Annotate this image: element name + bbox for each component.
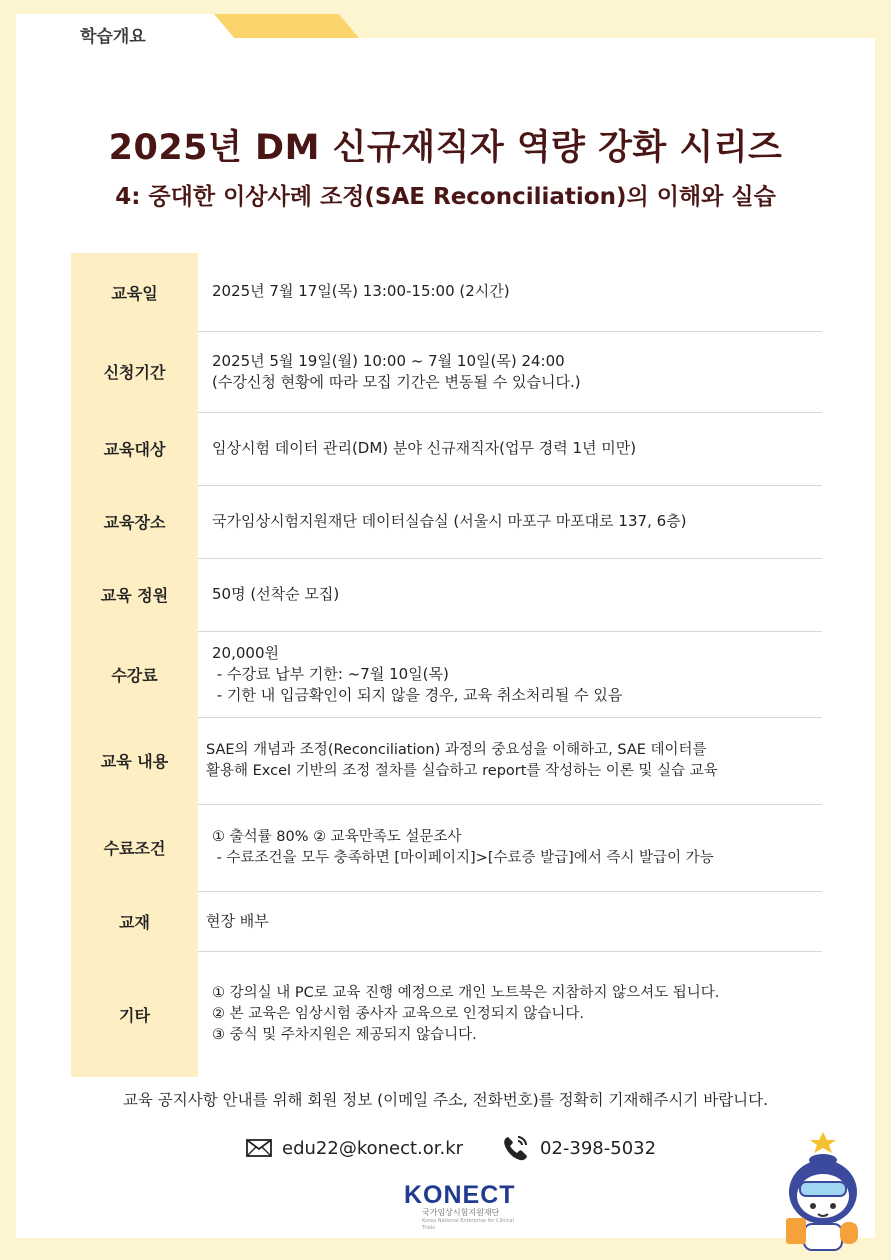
value-line: 활용해 Excel 기반의 조정 절차를 실습하고 report를 작성하는 이론 및 실습 교육 xyxy=(206,762,718,779)
row-label: 교육장소 xyxy=(71,485,198,558)
logo-english: Korea National Enterprise for Clinical Trials xyxy=(422,1218,514,1231)
value-line: 현장 배부 xyxy=(206,911,269,930)
row-value xyxy=(198,631,822,717)
value-line: ① 강의실 내 PC로 교육 진행 예정으로 개인 노트북은 지참하지 않으셔도 됩니다. xyxy=(212,984,720,1001)
value-line: - 기한 내 입금확인이 되지 않을 경우, 교육 취소처리될 수 있음 xyxy=(212,685,623,704)
page-title: 2025년 DM 신규재직자 역량 강화 시리즈 xyxy=(108,128,783,168)
row-value xyxy=(198,804,822,891)
value-line: 50명 (선착순 모집) xyxy=(212,585,340,603)
email-text: edu22@konect.or.kr xyxy=(282,1137,464,1159)
row-fee xyxy=(71,631,822,717)
row-completion xyxy=(71,804,822,891)
row-value xyxy=(198,951,822,1077)
value-line: 국가임상시험지원재단 데이터실습실 (서울시 마포구 마포대로 137, 6층) xyxy=(212,512,687,530)
row-value xyxy=(198,253,822,331)
contact-email[interactable] xyxy=(246,1135,463,1161)
row-materials xyxy=(71,891,822,951)
row-value xyxy=(198,412,822,485)
phone-text: 02-398-5032 xyxy=(540,1137,657,1159)
row-label: 교육 내용 xyxy=(71,717,198,804)
phone-icon xyxy=(502,1135,530,1161)
value-line: 2025년 7월 17일(목) 13:00-15:00 (2시간) xyxy=(212,282,510,301)
value-line: ① 출석률 80% ② 교육만족도 설문조사 xyxy=(212,828,462,845)
row-label: 수료조건 xyxy=(71,804,198,891)
row-value xyxy=(198,717,822,804)
row-label: 기타 xyxy=(71,951,198,1077)
logo-korean: 국가임상시험지원재단 xyxy=(422,1208,500,1217)
konect-logo xyxy=(404,1181,524,1231)
row-value xyxy=(198,891,822,951)
row-target xyxy=(71,412,822,485)
notice-text: 교육 공지사항 안내를 위해 회원 정보 (이메일 주소, 전화번호)를 정확히 기재해주시기 바랍니다. xyxy=(122,1091,769,1109)
logo-name: KONECT xyxy=(404,1181,516,1209)
value-line: SAE의 개념과 조정(Reconciliation) 과정의 중요성을 이해하고, SAE 데이터를 xyxy=(206,741,707,758)
row-application-period xyxy=(71,331,822,412)
value-line: ② 본 교육은 임상시험 종사자 교육으로 인정되지 않습니다. xyxy=(212,1005,585,1022)
mascot-icon xyxy=(780,1130,866,1254)
value-line: (수강신청 현황에 따라 모집 기간은 변동될 수 있습니다.) xyxy=(212,372,581,391)
row-location xyxy=(71,485,822,558)
row-value xyxy=(198,485,822,558)
info-table xyxy=(71,253,822,1077)
row-capacity xyxy=(71,558,822,631)
value-line: 2025년 5월 19일(월) 10:00 ~ 7월 10일(목) 24:00 xyxy=(212,351,565,370)
row-value xyxy=(198,558,822,631)
row-label: 교육일 xyxy=(71,253,198,331)
header-tab-accent xyxy=(214,14,359,38)
contact-phone[interactable] xyxy=(502,1135,656,1161)
row-date xyxy=(71,253,822,331)
row-label: 신청기간 xyxy=(71,331,198,412)
value-line: - 수료조건을 모두 충족하면 [마이페이지]>[수료증 발급]에서 즉시 발급이 가능 xyxy=(212,849,714,866)
header-tab-label: 학습개요 xyxy=(80,27,146,47)
row-value xyxy=(198,331,822,412)
value-line: - 수강료 납부 기한: ~7월 10일(목) xyxy=(212,664,449,683)
value-line: ③ 중식 및 주차지원은 제공되지 않습니다. xyxy=(212,1026,477,1043)
page-subtitle: 4: 중대한 이상사례 조정(SAE Reconciliation)의 이해와 실습 xyxy=(115,184,776,210)
value-line: 임상시험 데이터 관리(DM) 분야 신규재직자(업무 경력 1년 미만) xyxy=(212,439,637,457)
row-content xyxy=(71,717,822,804)
row-label: 수강료 xyxy=(71,631,198,717)
row-label: 교재 xyxy=(71,891,198,951)
row-label: 교육대상 xyxy=(71,412,198,485)
envelope-icon xyxy=(246,1139,272,1157)
row-label: 교육 정원 xyxy=(71,558,198,631)
value-line: 20,000원 xyxy=(212,643,279,662)
row-etc xyxy=(71,951,822,1077)
